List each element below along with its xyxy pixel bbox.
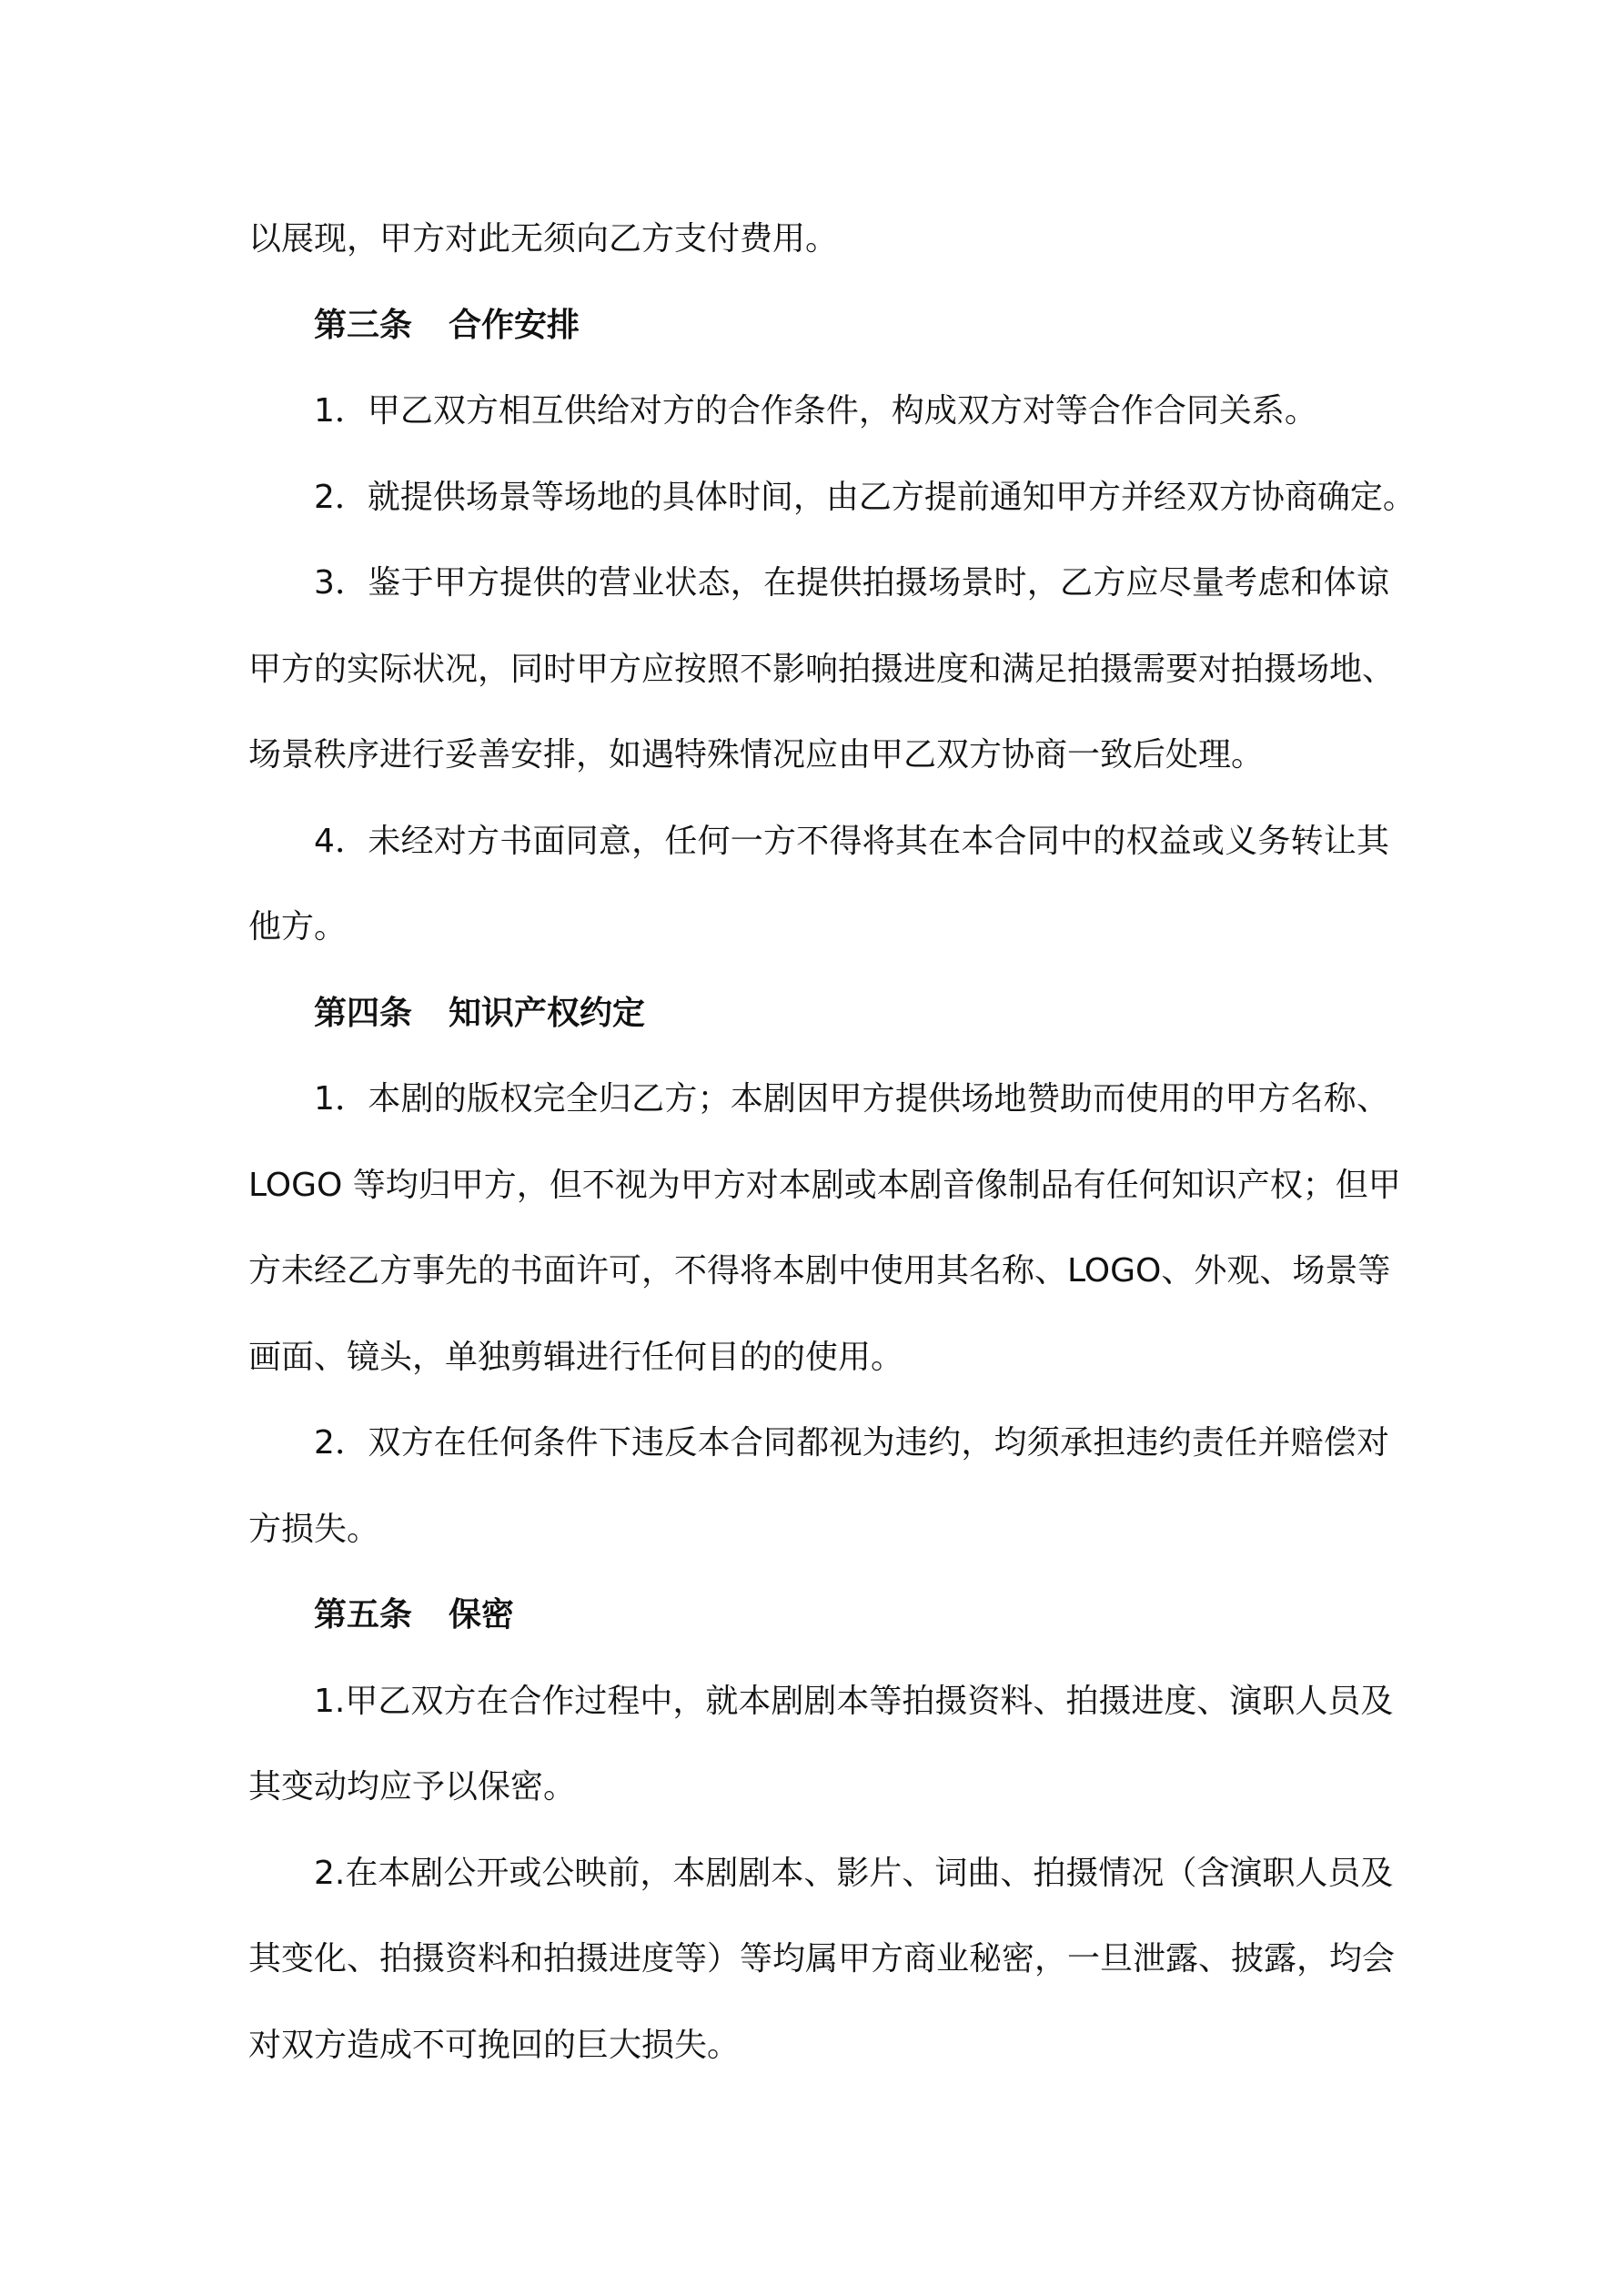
article-title: 保密: [449, 1596, 515, 1633]
section-heading: [248, 283, 1389, 369]
paragraph-line: 场景秩序进行妥善安排，如遇特殊情况应由甲乙双方协商一致后处理。: [248, 736, 1265, 774]
article-title: 合作安排: [449, 306, 580, 344]
paragraph-line: 4．未经对方书面同意，任何一方不得将其在本合同中的权益或义务转让其: [314, 822, 1389, 860]
paragraph-line: 1.甲乙双方在合作过程中，就本剧剧本等拍摄资料、拍摄进度、演职人员及: [314, 1682, 1394, 1720]
paragraph-line: 方未经乙方事先的书面许可，不得将本剧中使用其名称、LOGO、外观、场景等: [248, 1252, 1391, 1290]
section-heading: [248, 1573, 1389, 1659]
paragraph-line: LOGO 等均归甲方，但不视为甲方对本剧或本剧音像制品有任何知识产权；但甲: [248, 1166, 1401, 1204]
paragraph-line: 他方。: [248, 908, 348, 946]
paragraph-line: 2.在本剧公开或公映前，本剧剧本、影片、词曲、拍摄情况（含演职人员及: [314, 1854, 1394, 1892]
article-number: 第四条: [314, 994, 413, 1032]
section-heading: [248, 971, 1389, 1057]
document-body: [248, 197, 1416, 2089]
paragraph-line: 3．鉴于甲方提供的营业状态，在提供拍摄场景时，乙方应尽量考虑和体谅: [314, 564, 1389, 602]
paragraph-line: 其变动均应予以保密。: [248, 1768, 577, 1805]
paragraph-line: 画面、镜头，单独剪辑进行任何目的的使用。: [248, 1338, 904, 1376]
paragraph-line: 对双方造成不可挽回的巨大损失。: [248, 2026, 741, 2064]
paragraph-line: 1．甲乙双方相互供给对方的合作条件，构成双方对等合作合同关系。: [314, 392, 1317, 430]
paragraph-line: 2．就提供场景等场地的具体时间，由乙方提前通知甲方并经双方协商确定。: [314, 478, 1416, 516]
paragraph-line: 方损失。: [248, 1510, 380, 1548]
article-number: 第五条: [314, 1596, 413, 1633]
paragraph-line: 1．本剧的版权完全归乙方；本剧因甲方提供场地赞助而使用的甲方名称、: [314, 1080, 1389, 1118]
article-title: 知识产权约定: [449, 994, 646, 1032]
paragraph-line: 甲方的实际状况，同时甲方应按照不影响拍摄进度和满足拍摄需要对拍摄场地、: [248, 650, 1396, 688]
paragraph-line: 2．双方在任何条件下违反本合同都视为违约，均须承担违约责任并赔偿对: [314, 1424, 1389, 1462]
article-number: 第三条: [314, 306, 413, 344]
paragraph-line: 其变化、拍摄资料和拍摄进度等）等均属甲方商业秘密，一旦泄露、披露，均会: [248, 1940, 1396, 1977]
paragraph-line: 以展现，甲方对此无须向乙方支付费用。: [248, 220, 839, 258]
